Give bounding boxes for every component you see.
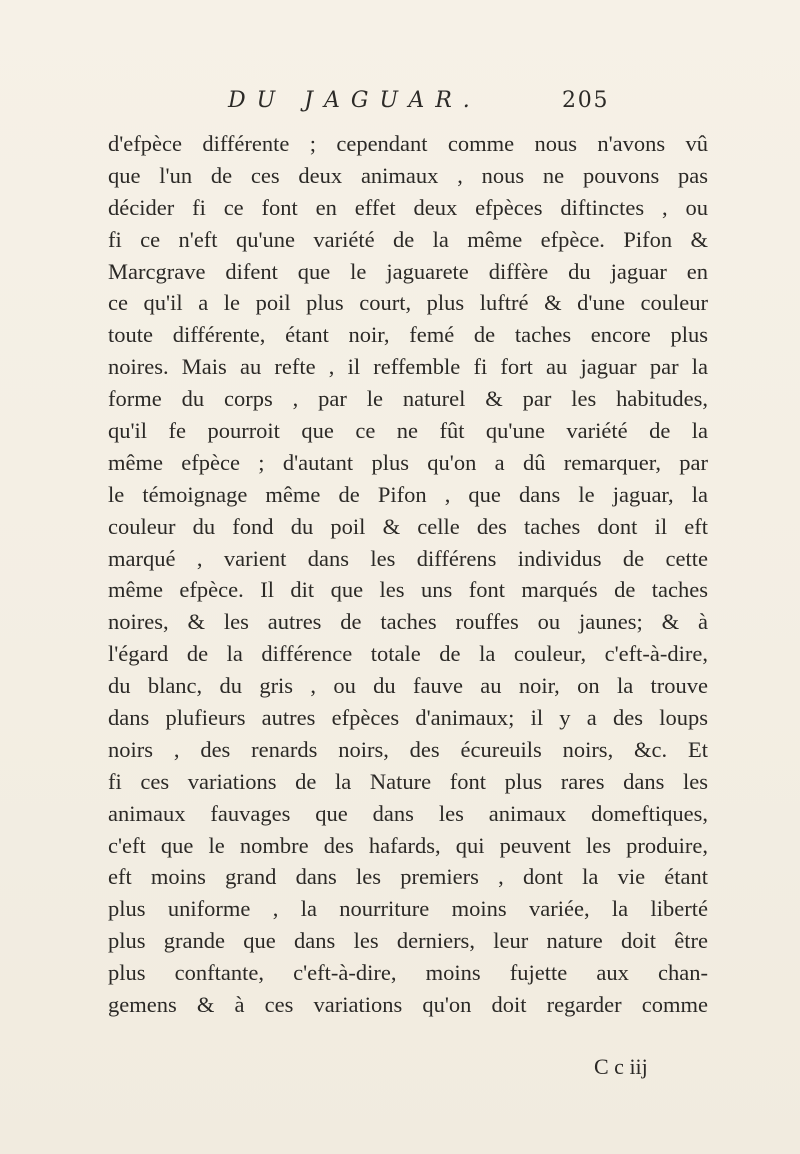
text-line: toute différente, étant noir, femé de taches encore plus <box>108 322 708 348</box>
text-line: dans plufieurs autres efpèces d'animaux; il y a des loups <box>108 705 708 731</box>
text-line: qu'il fe pourroit que ce ne fût qu'une variété de la <box>108 418 708 444</box>
text-line: fi ces variations de la Nature font plus rares dans les <box>108 768 708 794</box>
text-line: plus conftante, c'eft-à-dire, moins fujette aux chan- <box>108 960 708 986</box>
text-line: du blanc, du gris , ou du fauve au noir, on la trouve <box>108 673 708 699</box>
text-line: noirs , des renards noirs, des écureuils noirs, &c. Et <box>108 736 708 762</box>
text-line: animaux fauvages que dans les animaux domeftiques, <box>108 800 708 826</box>
page-header <box>0 88 800 120</box>
text-line: le témoignage même de Pifon , que dans le jaguar, la <box>108 481 708 507</box>
text-line: plus grande que dans les derniers, leur nature doit être <box>108 928 708 954</box>
text-line: couleur du fond du poil & celle des taches dont il eft <box>108 513 708 539</box>
text-line: noires. Mais au refte , il reffemble fi fort au jaguar par la <box>108 354 708 380</box>
text-line: noires, & les autres de taches rouffes ou jaunes; & à <box>108 609 708 635</box>
text-line: décider fi ce font en effet deux efpèces diftinctes , ou <box>108 194 708 220</box>
text-line: ce qu'il a le poil plus court, plus luftré & d'une couleur <box>108 290 708 316</box>
signature-mark: C c iij <box>594 1054 648 1079</box>
text-line: même efpèce ; d'autant plus qu'on a dû remarquer, par <box>108 449 708 475</box>
body-text <box>108 128 708 1021</box>
text-line: gemens & à ces variations qu'on doit regarder comme <box>108 992 708 1018</box>
text-line: Marcgrave difent que le jaguarete diffère du jaguar en <box>108 258 708 284</box>
text-line: plus uniforme , la nourriture moins variée, la liberté <box>108 896 708 922</box>
page-number: 205 <box>562 88 610 113</box>
text-line: c'eft que le nombre des hafards, qui peuvent les produire, <box>108 832 708 858</box>
running-title: DU JAGUAR. <box>228 88 481 113</box>
text-line: fi ce n'eft qu'une variété de la même efpèce. Pifon & <box>108 226 708 252</box>
text-line: eft moins grand dans les premiers , dont la vie étant <box>108 864 708 890</box>
text-line: marqué , varient dans les différens individus de cette <box>108 545 708 571</box>
text-line: forme du corps , par le naturel & par les habitudes, <box>108 386 708 412</box>
text-line: l'égard de la différence totale de la couleur, c'eft-à-dire, <box>108 641 708 667</box>
text-line: que l'un de ces deux animaux , nous ne pouvons pas <box>108 162 708 188</box>
text-line: d'efpèce différente ; cependant comme nous n'avons vû <box>108 131 708 156</box>
text-line: même efpèce. Il dit que les uns font marqués de taches <box>108 577 708 603</box>
